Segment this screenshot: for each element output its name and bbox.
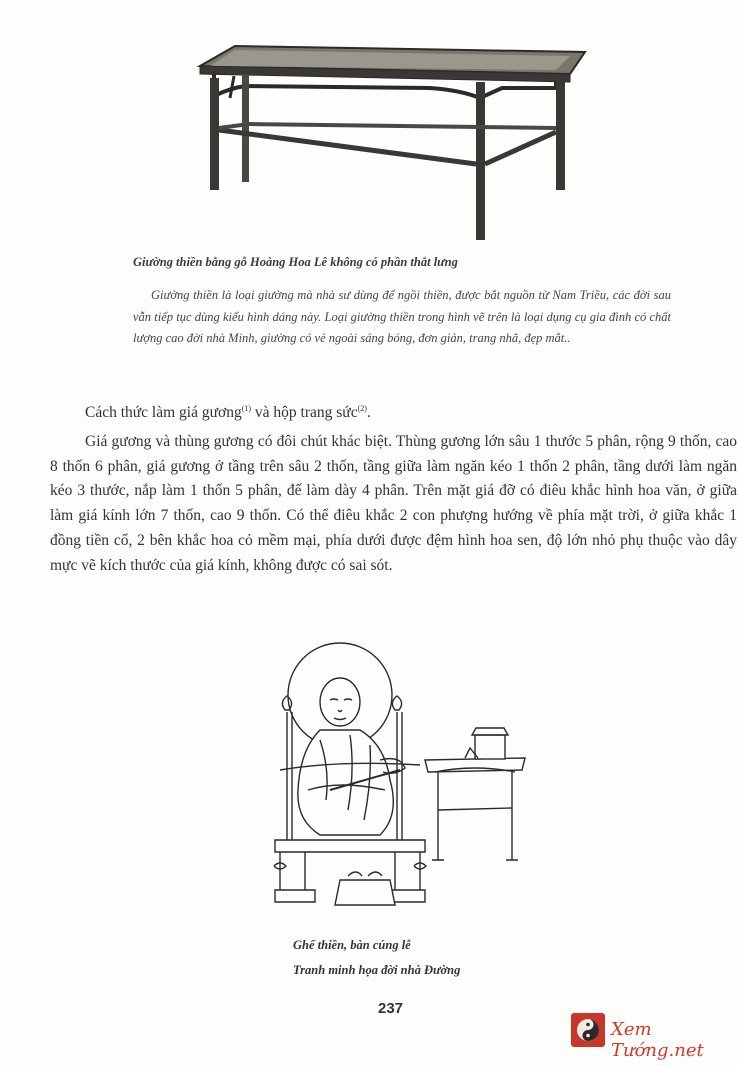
caption-line-1: Ghế thiền, bàn cúng lễ [293, 938, 411, 952]
heading-text-end: . [366, 404, 371, 422]
heading-text-1: Cách thức làm giá gương [85, 404, 242, 422]
caption-line-2: Tranh minh họa đời nhà Đường [293, 963, 461, 977]
page-number: 237 [378, 1000, 404, 1017]
site-watermark[interactable] [571, 1013, 731, 1061]
meditation-bed-illustration [190, 40, 590, 240]
watermark-text: Xem Tướng.net [611, 1019, 704, 1061]
figure-caption-bottom [293, 933, 593, 983]
body-paragraph: Giá gương và thùng gương có đôi chút khác biệt. Thùng gương lớn sâu 1 thước 5 phân, rộng 9 thốn, cao 8 thốn 6 phân, giá gương ở tầng trên sâu 2 thốn, tầng giữa làm ngăn kéo 1 thốn 2 phân, tầng dưới làm ngăn kéo 3 thước, nắp làm 1 thốn 5 phân, đế làm dày 4 phân. Trên mặt giá đỡ có điêu khắc hình hoa văn, ở giữa làm giá kính lớn 7 thốn, cao 9 thốn. Có thể điêu khắc 2 con phượng hướng về phía mặt trời, ở giữa khắc 1 đồng tiền cổ, 2 bên khắc hoa cỏ mềm mại, phía dưới được đệm hình hoa sen, độ lớn nhỏ phụ thuộc vào dây mực vẽ kích thước của giá kính, không được có sai sót. [50, 433, 737, 574]
heading-text-2: và hộp trang sức [251, 404, 358, 422]
meditation-chair-illustration [260, 640, 530, 920]
figure-caption-top: Giường thiền bằng gỗ Hoàng Hoa Lê không có phần thắt lưng [133, 255, 458, 269]
section-heading [85, 404, 705, 422]
footnote-ref-1: (1) [241, 404, 252, 413]
figure-note-top: Giường thiền là loại giường mà nhà sư dùng để ngồi thiền, được bắt nguồn từ Nam Triều, các đời sau vẫn tiếp tục dùng kiểu hình dáng này. Loại giường thiền trong hình vẽ trên là loại dụng cụ gia đình có chất lượng cao đời nhà Minh, giường có vẻ ngoài sáng bóng, đơn giản, trang nhã, đẹp mắt.. [133, 288, 671, 345]
yin-yang-icon [571, 1013, 605, 1047]
footnote-ref-2: (2) [357, 404, 367, 413]
